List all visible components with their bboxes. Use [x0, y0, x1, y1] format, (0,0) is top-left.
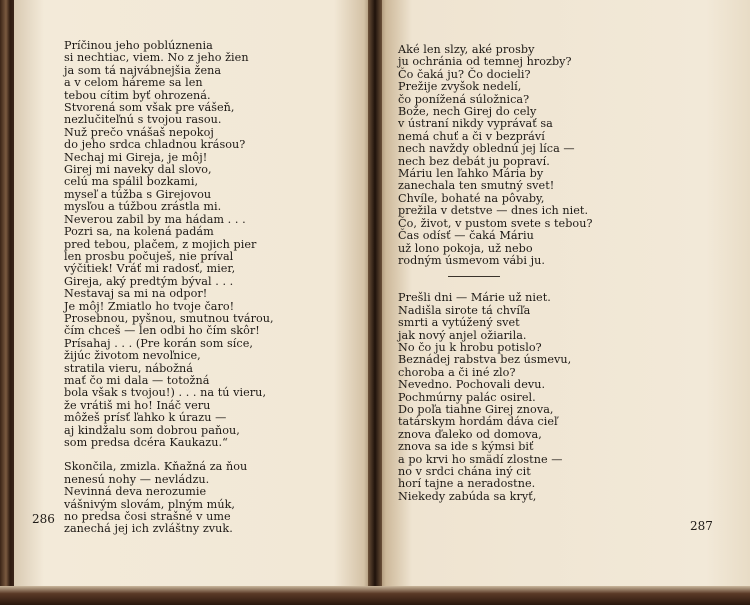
verse-line: pred tebou, plačem, z mojich pier: [64, 237, 257, 251]
verse-line: Je môj! Zmiatlo ho tvoje čaro!: [64, 299, 235, 313]
verse-line: aj kindžalu som dobrou paňou,: [64, 423, 240, 437]
verse-line: môžeš prísť ľahko k úrazu —: [64, 411, 227, 425]
verse-line: nech navždy oblednú jej líca —: [398, 142, 575, 156]
verse-line: no predsa čosi strašné v ume: [64, 510, 231, 524]
verse-line: zanechá jej ich zvláštny zvuk.: [64, 522, 233, 536]
verse-line: nemá chuť a či v bezpráví: [398, 129, 545, 143]
verse-line: Máriu len ľahko Mária by: [398, 167, 544, 181]
verse-line: do jeho srdca chladnou krásou?: [64, 138, 246, 152]
verse-line: Stvorená som však pre vášeň,: [64, 101, 235, 115]
left-page-text: [64, 40, 274, 536]
verse-line: si nechtiac, viem. No z jeho žien: [64, 51, 249, 65]
verse-line: Nestavaj sa mi na odpor!: [64, 287, 208, 301]
verse-line: v ústraní nikdy vyprávať sa: [398, 117, 553, 131]
verse-line: vášnivým slovám, plným múk,: [64, 497, 236, 511]
verse-line: Prešli dni — Márie už niet.: [398, 291, 551, 305]
verse-line: nezlučiteľnú s tvojou rasou.: [64, 113, 222, 127]
section-divider: [448, 276, 500, 277]
verse-line: Prosebnou, pyšnou, smutnou tvárou,: [64, 311, 274, 325]
left-stanza-2: [64, 461, 274, 535]
verse-line: že vrátiš mi ho! Ináč veru: [64, 398, 211, 412]
verse-line: znova sa ide s kýmsi biť: [398, 440, 534, 454]
verse-line: Chvíle, bohaté na pôvaby,: [398, 191, 545, 205]
verse-line: Prísahaj . . . (Pre korán som síce,: [64, 336, 253, 350]
verse-line: stratila vieru, nábožná: [64, 361, 194, 375]
verse-line: Nechaj mi Gireja, je môj!: [64, 150, 208, 164]
verse-line: Čo, život, v pustom svete s tebou?: [398, 216, 593, 230]
verse-line: Neverou zabil by ma hádam . . .: [64, 212, 246, 226]
verse-line: Pozri sa, na kolená padám: [64, 225, 214, 239]
verse-line: Pochmúrny palác osirel.: [398, 390, 536, 404]
verse-line: Do poľa tiahne Girej znova,: [398, 402, 554, 416]
verse-line: žijúc životom nevoľnice,: [64, 349, 201, 363]
verse-line: znova ďaleko od domova,: [398, 427, 542, 441]
page-number-left: 286: [32, 512, 55, 526]
page-number-right: 287: [690, 519, 713, 533]
verse-line: Nadišla sirote tá chvíľa: [398, 303, 531, 317]
verse-line: Prežije zvyšok nedelí,: [398, 80, 522, 94]
verse-line: jak nový anjel ožiarila.: [398, 328, 527, 342]
verse-line: a po krvi ho smädí zlostne —: [398, 452, 563, 466]
verse-line: Beznádej rabstva bez úsmevu,: [398, 353, 572, 367]
page-bottom-edge: [0, 586, 750, 605]
verse-line: zanechala ten smutný svet!: [398, 179, 555, 193]
verse-line: myseľ a túžba s Girejovou: [64, 187, 212, 201]
verse-line: horí tajne a neradostne.: [398, 477, 536, 491]
verse-line: čo ponížená súložnica?: [398, 92, 530, 106]
verse-line: tebou cítim byť ohrozená.: [64, 88, 211, 102]
left-stanza-1: [64, 40, 274, 449]
verse-line: Nevinná deva nerozumie: [64, 485, 207, 499]
verse-line: nech bez debát ju popraví.: [398, 154, 550, 168]
verse-line: nenesú nohy — nevládzu.: [64, 472, 210, 486]
verse-line: ja som tá najvábnejšia žena: [64, 63, 222, 77]
verse-line: no v srdci chána iný cit: [398, 465, 531, 478]
verse-line: Čo čaká ju? Čo docieli?: [398, 67, 531, 81]
verse-line: už lono pokoja, už nebo: [398, 241, 533, 255]
verse-line: Príčinou jeho poblúznenia: [64, 39, 213, 52]
verse-line: mysľou a túžbou zrástla mi.: [64, 200, 222, 214]
verse-line: ju ochránia od temnej hrozby?: [398, 55, 572, 69]
right-stanza-2: [398, 292, 593, 503]
verse-line: Aké len slzy, aké prosby: [398, 43, 535, 56]
verse-line: Čas odísť — čaká Máriu: [398, 229, 534, 243]
verse-line: choroba a či iné zlo?: [398, 365, 516, 379]
right-stanza-1: [398, 44, 593, 267]
verse-line: Skončila, zmizla. Kňažná za ňou: [64, 460, 248, 474]
verse-line: Nevedno. Pochovali devu.: [398, 378, 546, 392]
verse-line: celú ma spálil bozkami,: [64, 175, 199, 189]
verse-line: mať čo mi dala — totožná: [64, 373, 210, 387]
verse-line: rodným úsmevom vábi ju.: [398, 253, 545, 267]
verse-line: som predsa dcéra Kaukazu.“: [64, 436, 228, 449]
verse-line: Girej mi naveky dal slovo,: [64, 163, 212, 177]
book-gutter: [368, 0, 382, 600]
verse-line: smrti a vytúžený svet: [398, 316, 520, 330]
verse-line: bola však s tvojou!) . . . na tú vieru,: [64, 386, 267, 400]
verse-line: tatárskym hordám dáva cieľ: [398, 415, 558, 429]
verse-line: Niekedy zabúda sa kryť,: [398, 489, 537, 503]
verse-line: čím chceš — len odbi ho čím skôr!: [64, 324, 260, 338]
verse-line: a v celom háreme sa len: [64, 76, 203, 90]
verse-line: len prosbu počuješ, nie príval: [64, 249, 234, 263]
verse-line: Gireja, aký predtým býval . . .: [64, 274, 234, 288]
verse-line: Nuž prečo vnášaš nepokoj: [64, 125, 214, 139]
verse-line: prežila v detstve — dnes ich niet.: [398, 204, 589, 218]
verse-line: výčitiek! Vráť mi radosť, mier,: [64, 262, 236, 276]
verse-line: No čo ju k hrobu potislo?: [398, 340, 542, 354]
right-page-text: [398, 44, 593, 503]
verse-line: Bože, nech Girej do cely: [398, 105, 537, 119]
